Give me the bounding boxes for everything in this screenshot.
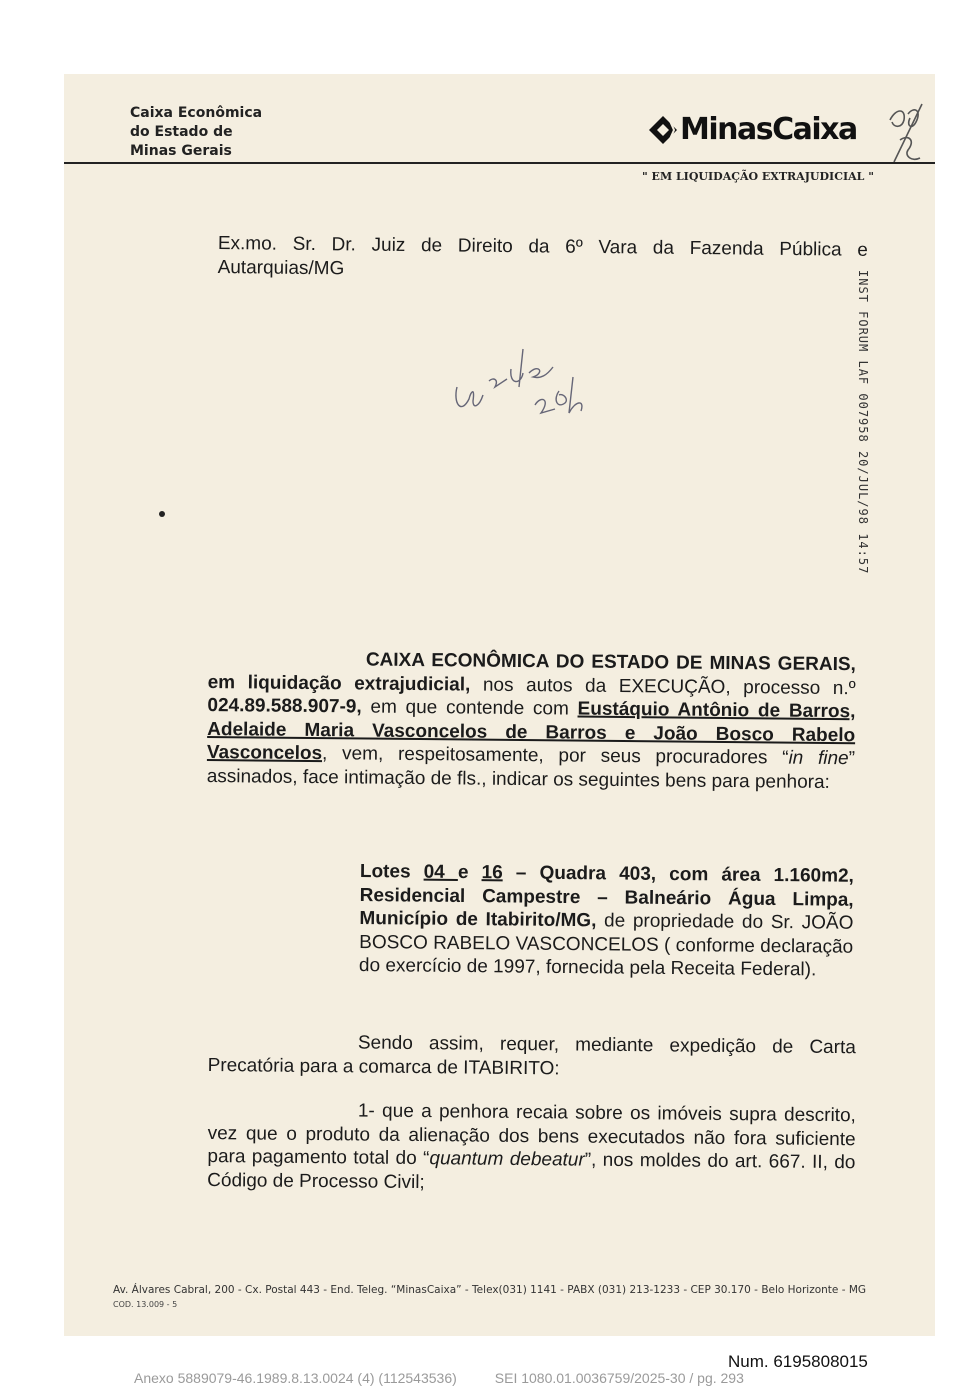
liquidation-status: " EM LIQUIDAÇÃO EXTRAJUDICIAL " — [642, 170, 874, 183]
org-line: Caixa Econômica — [130, 105, 263, 121]
letterhead-rule — [64, 162, 935, 164]
diamond-logo-icon — [648, 115, 678, 145]
annex-right: SEI 1080.01.0036759/2025-30 / pg. 293 — [494, 1370, 744, 1386]
text-run: de propriedade do Sr. JOÃO BOSCO RABELO VASCONCELOS ( conforme declaração do exercício de 1997, fornecida pela Receita Federal). — [358, 910, 854, 981]
protocol-stamp: INST FORUM LAF 007958 20/JUL/98 14:57 — [856, 270, 870, 575]
org-line: Minas Gerais — [130, 143, 232, 159]
text-run: nos autos da EXECUÇÃO, processo n.º — [470, 674, 856, 699]
addressee: Ex.mo. Sr. Dr. Juiz de Direito da 6º Vara da Fazenda Pública e Autarquias/MG — [217, 232, 868, 280]
italic-term: quantum debeatur — [429, 1148, 585, 1171]
annex-left: Anexo 5889079-46.1989.8.13.0024 (4) (112543536) — [134, 1370, 457, 1386]
petition-paragraph-3 — [208, 1030, 856, 1083]
annex-reference — [134, 1370, 744, 1386]
handwritten-initials-mark — [882, 100, 926, 170]
text-run: Lotes — [359, 860, 424, 883]
text-run: em que contende com — [361, 696, 578, 720]
scan-dot — [159, 511, 165, 517]
scanned-page — [64, 74, 935, 1336]
petitioner-name: CAIXA ECONÔMICA DO ESTADO DE MINAS GERAIS, em liquidação extrajudicial, — [207, 649, 856, 696]
org-line: do Estado de — [130, 124, 233, 140]
italic-term: in fine — [788, 747, 849, 770]
footer-code: COD. 13.009 - 5 — [113, 1300, 178, 1309]
lot-number: 04 — [423, 861, 459, 883]
minascaixa-logo — [648, 112, 857, 147]
lot-number: 16 — [481, 862, 503, 884]
petition-paragraph-1 — [207, 647, 856, 794]
text-run: ” assinados, face intimação de fls., indicar os seguintes bens para penhora: — [206, 748, 856, 793]
property-description — [359, 860, 854, 982]
logo-text: MinasCaixa — [680, 112, 857, 147]
property-location: – Quadra 403, com área 1.160m2, Residencial Campestre – Balneário Água Limpa, Município de Itabirito/MG, — [359, 862, 854, 932]
text-run: 1- que a penhora recaia sobre os imóveis supra descrito, vez que o produto da alienação dos bens executados não fora suficiente para pagamento total do “ — [207, 1100, 856, 1170]
text-run: Sendo assim, requer, mediante expedição de Carta Precatória para a comarca de ITABIRITO: — [207, 1032, 856, 1079]
footer-address: Av. Álvares Cabral, 200 - Cx. Postal 443 - End. Teleg. “MinasCaixa” - Telex(031) 1141 - PABX (031) 213-1233 - CEP 30.170 - Belo Horizonte - MG — [113, 1284, 867, 1296]
text-run: , vem, respeitosamente, por seus procuradores “ — [322, 743, 789, 769]
request-item-1 — [207, 1098, 856, 1198]
defendant-names: Eustáquio Antônio de Barros, Adelaide Maria Vasconcelos de Barros e João Bosco Rabelo Vasconcelos — [206, 698, 856, 765]
text-run: ”, nos moldes do art. 667. II, do Código de Processo Civil; — [207, 1149, 856, 1193]
organization-name — [130, 104, 262, 161]
handwritten-annotation — [449, 329, 599, 429]
process-number: 024.89.588.907-9, — [207, 694, 362, 718]
text-run: e — [457, 861, 482, 884]
document-number: Num. 6195808015 — [728, 1352, 868, 1371]
